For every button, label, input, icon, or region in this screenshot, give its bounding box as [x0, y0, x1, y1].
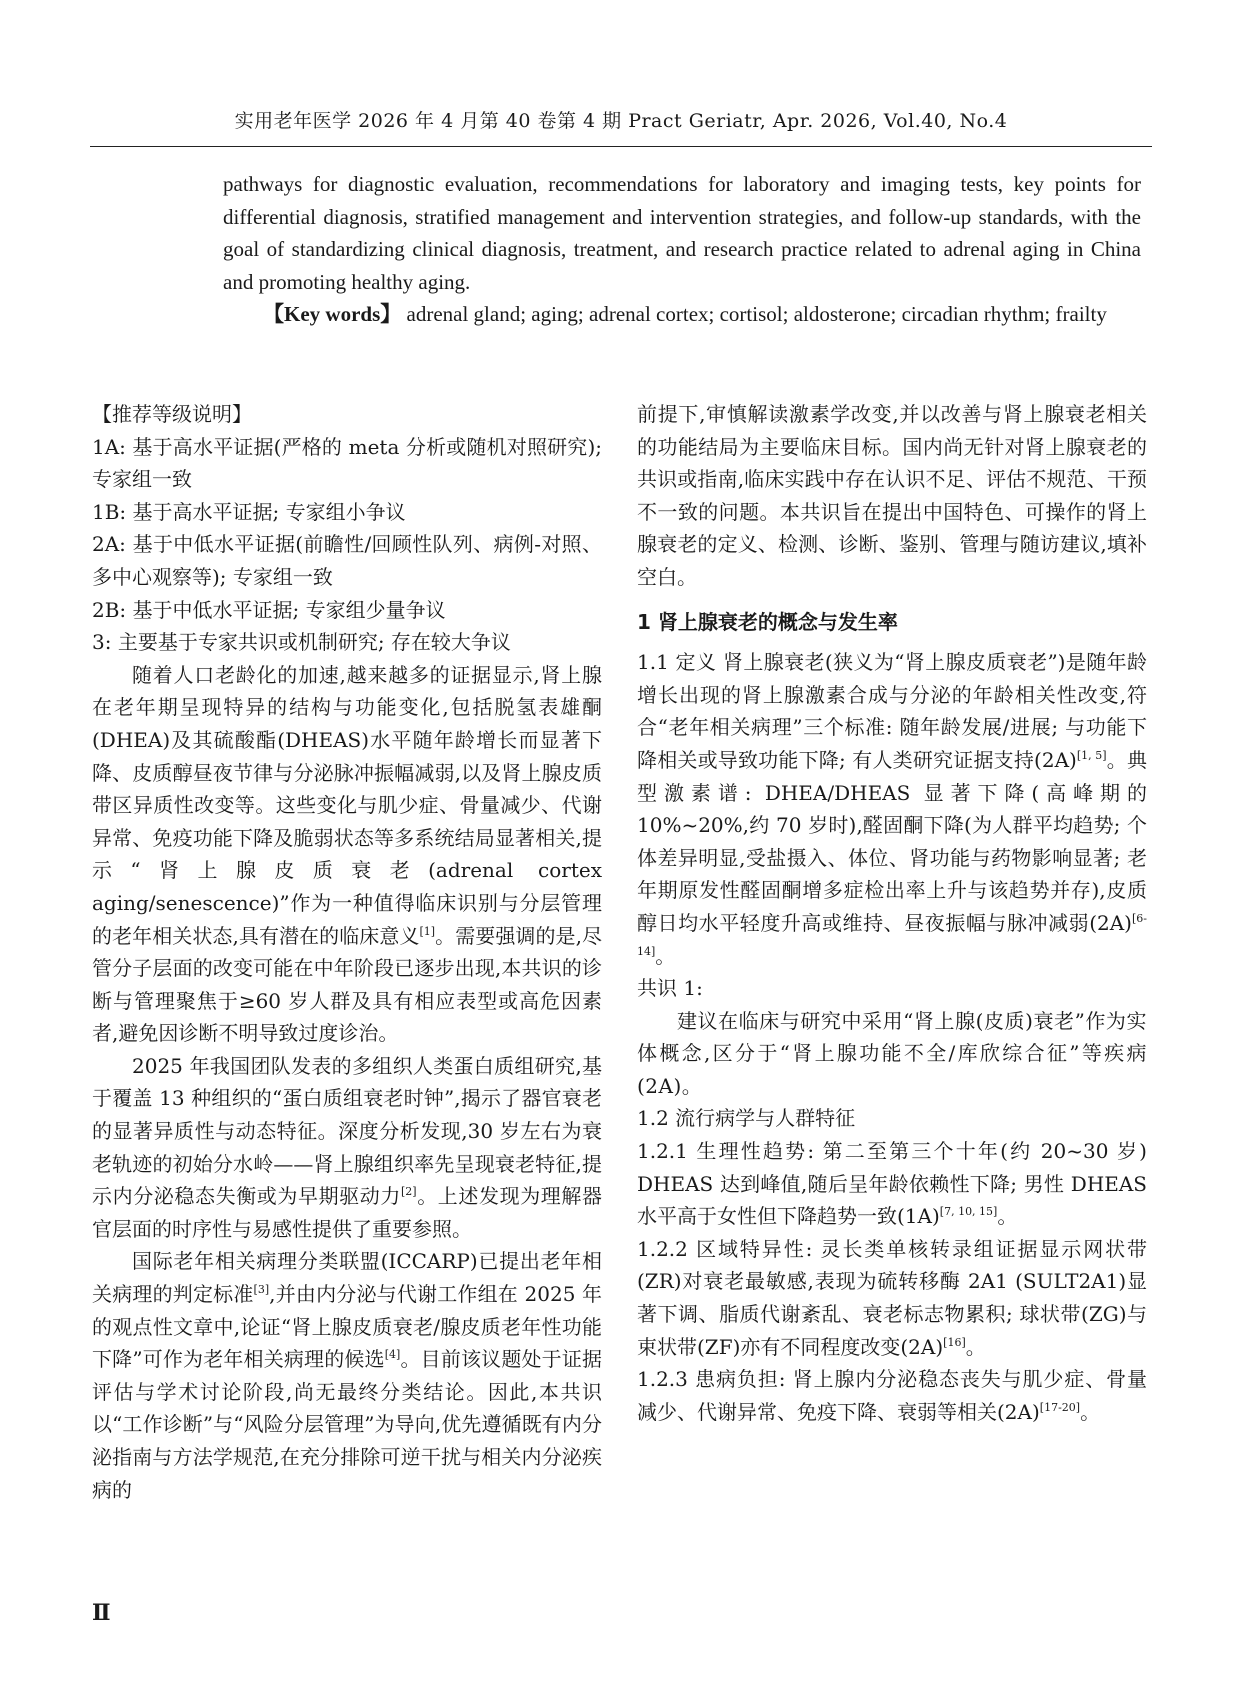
grade-2b: 2B: 基于中低水平证据; 专家组少量争议 — [92, 597, 446, 622]
citation: [17-20] — [1039, 1400, 1081, 1414]
page-number: Ⅱ — [92, 1600, 111, 1626]
subsection-1-1: 1.1 定义 肾上腺衰老(狭义为“肾上腺皮质衰老”)是随年龄增长出现的肾上腺激素合成与分泌的年龄相关性改变,符合“老年相关病理”三个标准: 随年龄发展/进展; 与功能下降相关或导致功能下降; 有人类研究证据支持(2A)[1, 5]。典型激素谱: DHEA/DHEAS 显著下降(高峰期的 10%~20%,约 70 岁时),醛固酮下降(为人群平均趋势; 个体差异明显,受盐摄入、体位、肾功能与药物影响显著; 老年期原发性醛固酮增多症检出率上升与该趋势并存),皮质醇日均水平轻度升高或维持、昼夜振幅与脉冲减弱(2A)[6-14]。 — [637, 650, 1148, 968]
body-paragraph-3: 国际老年相关病理分类联盟(ICCARP)已提出老年相关病理的判定标准[3],并由内分泌与代谢工作组在 2025 年的观点性文章中,论证“肾上腺皮质衰老/腺皮质老年性功能下降”可作为老年相关病理的候选[4]。目前该议题处于证据评估与学术讨论阶段,尚无最终分类结论。因此,本共识以“工作诊断”与“风险分层管理”为导向,优先遵循既有内分泌指南与方法学规范,在充分排除可逆干扰与相关内分泌疾病的 — [92, 1249, 602, 1502]
abstract-block — [223, 168, 1141, 331]
grade-2a: 2A: 基于中低水平证据(前瞻性/回顾性队列、病例-对照、多中心观察等); 专家组一致 — [92, 532, 602, 589]
section-heading-1: 1 肾上腺衰老的概念与发生率 — [637, 609, 898, 634]
keywords-list: adrenal gland; aging; adrenal cortex; cortisol; aldosterone; circadian rhythm; frailty — [406, 302, 1107, 326]
citation: [2] — [401, 1185, 417, 1199]
left-column — [92, 398, 602, 1506]
keywords-label: 【Key words】 — [263, 302, 402, 326]
grade-1a: 1A: 基于高水平证据(严格的 meta 分析或随机对照研究); 专家组一致 — [92, 434, 602, 492]
grade-3: 3: 主要基于专家共识或机制研究; 存在较大争议 — [92, 630, 511, 655]
subsection-1-2: 1.2 流行病学与人群特征 — [637, 1106, 856, 1131]
citation: [1] — [419, 924, 436, 938]
citation: [7, 10, 15] — [939, 1205, 998, 1219]
citation: [4] — [384, 1348, 401, 1362]
subsection-1-2-2: 1.2.2 区域特异性: 灵长类单核转录组证据显示网状带(ZR)对衰老最敏感,表现为硫转移酶 2A1 (SULT2A1)显著下调、脂质代谢紊乱、衰老标志物累积; 球状带(ZG)与束状带(ZF)亦有不同程度改变(2A)[16]。 — [637, 1236, 1147, 1359]
grade-1b: 1B: 基于高水平证据; 专家组小争议 — [92, 499, 406, 524]
right-column — [637, 398, 1147, 1428]
citation: [3] — [253, 1283, 270, 1297]
grades-title: 【推荐等级说明】 — [92, 402, 252, 426]
running-header: 实用老年医学 2026 年 4 月第 40 卷第 4 期 Pract Geriatr, Apr. 2026, Vol.40, No.4 — [234, 110, 1008, 132]
body-paragraph-1: 随着人口老龄化的加速,越来越多的证据显示,肾上腺在老年期呈现特异的结构与功能变化,包括脱氢表雄酮(DHEA)及其硫酸酯(DHEAS)水平随年龄增长而显著下降、皮质醇昼夜节律与分泌脉冲振幅减弱,以及肾上腺皮质带区异质性改变等。这些变化与肌少症、骨量减少、代谢异常、免疫功能下降及脆弱状态等多系统结局显著相关,提示“肾上腺皮质衰老(adrenal cortex aging/senescence)”作为一种值得临床识别与分层管理的老年相关状态,具有潜在的临床意义[1]。需要强调的是,尽管分子层面的改变可能在中年阶段已逐步出现,本共识的诊断与管理聚焦于≥60 岁人群及具有相应表型或高危因素者,避免因诊断不明导致过度诊治。 — [92, 662, 603, 1046]
body-paragraph-continued: 前提下,审慎解读激素学改变,并以改善与肾上腺衰老相关的功能结局为主要临床目标。国内尚无针对肾上腺衰老的共识或指南,临床实践中存在认识不足、评估不规范、干预不一致的问题。本共识旨在提出中国特色、可操作的肾上腺衰老的定义、检测、诊断、鉴别、管理与随访建议,填补空白。 — [637, 402, 1147, 589]
body-paragraph-2: 2025 年我国团队发表的多组织人类蛋白质组研究,基于覆盖 13 种组织的“蛋白质组衰老时钟”,揭示了器官衰老的显著异质性与动态特征。深度分析发现,30 岁左右为衰老轨迹的初始分水岭——肾上腺组织率先呈现衰老特征,提示内分泌稳态失衡或为早期驱动力[2]。上述发现为理解器官层面的时序性与易感性提供了重要参照。 — [92, 1053, 603, 1241]
abstract-text: pathways for diagnostic evaluation, recommendations for laboratory and imaging tests, key points for differential diagnosis, stratified management and intervention strategies, and follow-up standards, with the goal of standardizing clinical diagnosis, treatment, and research practice related to adrenal aging in China and promoting healthy aging. — [223, 172, 1141, 294]
subsection-1-2-1: 1.2.1 生理性趋势: 第二至第三个十年(约 20~30 岁) DHEAS 达到峰值,随后呈年龄依赖性下降; 男性 DHEAS 水平高于女性但下降趋势一致(1A)[7, 10, 15]。 — [637, 1139, 1147, 1229]
citation: [16] — [943, 1335, 966, 1349]
consensus-statement: 建议在临床与研究中采用“肾上腺(皮质)衰老”作为实体概念,区分于“肾上腺功能不全/库欣综合征”等疾病(2A)。 — [637, 1008, 1147, 1098]
consensus-label: 共识 1: — [637, 976, 703, 1001]
header-rule — [90, 146, 1152, 147]
citation: [6-14] — [637, 911, 1147, 958]
keywords-line — [223, 298, 1141, 331]
citation: [1, 5] — [1076, 748, 1107, 762]
subsection-1-2-3: 1.2.3 患病负担: 肾上腺内分泌稳态丧失与肌少症、骨量减少、代谢异常、免疫下降、衰弱等相关(2A)[17-20]。 — [637, 1367, 1147, 1424]
